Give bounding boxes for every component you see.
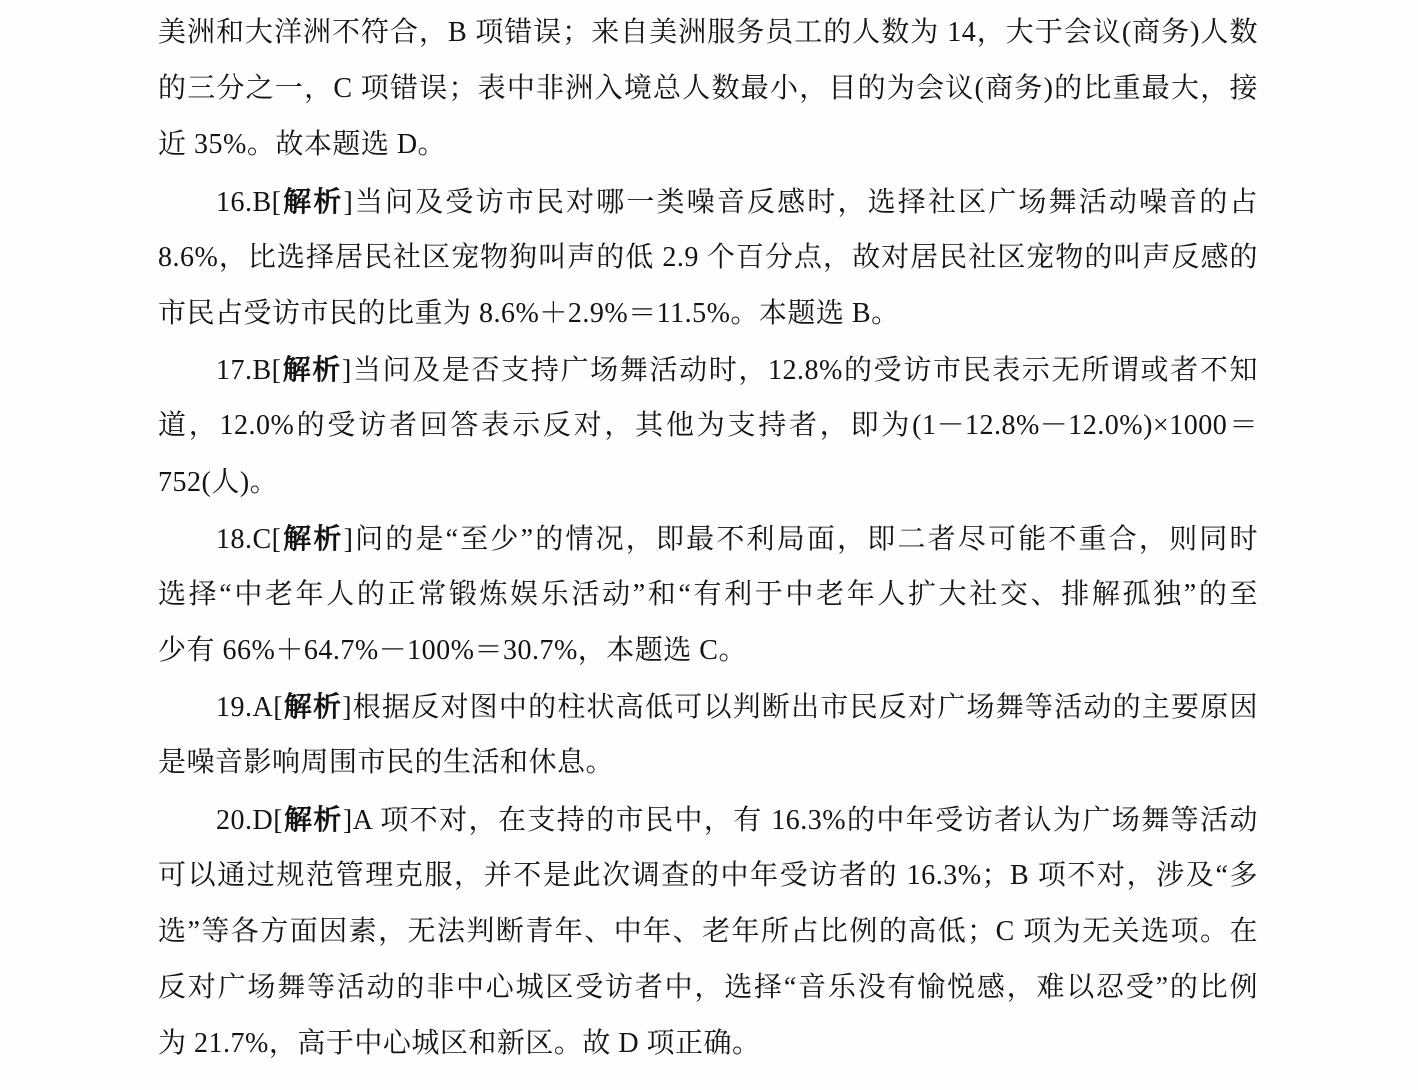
text-segment: 为 21.7%，高于中心城区和新区。故 D 项正确。 xyxy=(158,1028,761,1060)
text-line xyxy=(158,848,1258,904)
text-segment: 近 35%。故本题选 D。 xyxy=(158,129,447,161)
text-segment: 是噪音影响周围市民的生活和休息。 xyxy=(158,747,615,779)
text-segment: 8.6%，比选择居民社区宠物狗叫声的低 2.9 个百分点，故对居民社区宠物的叫声反感的 xyxy=(158,241,1258,273)
text-segment: 选择“中老年人的正常锻炼娱乐活动”和“有利于中老年人扩大社交、排解孤独”的至 xyxy=(158,578,1258,610)
text-line xyxy=(158,174,1258,230)
text-line xyxy=(158,230,1258,286)
answer-explanations-text-block xyxy=(158,5,1258,1073)
text-segment: 选”等各方面因素，无法判断青年、中年、老年所占比例的高低；C 项为无关选项。在 xyxy=(158,916,1258,947)
text-line xyxy=(158,567,1258,623)
text-line xyxy=(158,904,1258,960)
text-segment: 道，12.0%的受访者回答表示反对，其他为支持者，即为(1－12.8%－12.0%)×1000＝ xyxy=(158,410,1258,442)
text-segment: ]当问及受访市民对哪一类噪音反感时，选择社区广场舞活动噪音的占 xyxy=(343,186,1258,218)
paragraph-answer-17 xyxy=(158,342,1258,511)
text-line xyxy=(158,792,1258,848)
text-line xyxy=(158,960,1258,1016)
text-line xyxy=(158,679,1258,735)
jiexi-bold-marker: 解析 xyxy=(283,803,343,835)
text-segment: 的三分之一，C 项错误；表中非洲入境总人数最小，目的为会议(商务)的比重最大，接 xyxy=(158,73,1258,105)
text-line xyxy=(158,398,1258,454)
text-segment: 18.C[ xyxy=(216,523,282,555)
text-segment: 反对广场舞等活动的非中心城区受访者中，选择“音乐没有愉悦感，难以忍受”的比例 xyxy=(158,972,1258,1004)
text-line xyxy=(158,1016,1258,1072)
jiexi-bold-marker: 解析 xyxy=(281,185,344,217)
jiexi-bold-marker: 解析 xyxy=(283,691,343,723)
jiexi-bold-marker: 解析 xyxy=(281,354,342,386)
text-line xyxy=(158,342,1258,398)
text-line xyxy=(158,286,1258,342)
text-line xyxy=(158,455,1258,511)
text-segment: 少有 66%＋64.7%－100%＝30.7%，本题选 C。 xyxy=(158,635,747,667)
text-segment: 可以通过规范管理克服，并不是此次调查的中年受访者的 16.3%；B 项不对，涉及“多 xyxy=(158,859,1258,891)
paragraph-answer-18 xyxy=(158,511,1258,680)
text-segment: ]A 项不对，在支持的市民中，有 16.3%的中年受访者认为广场舞等活动 xyxy=(342,804,1258,836)
text-segment: 16.B[ xyxy=(216,186,282,218)
text-segment: 20.D[ xyxy=(216,804,284,836)
text-segment: ]当问及是否支持广场舞活动时，12.8%的受访市民表示无所谓或者不知 xyxy=(341,355,1258,387)
paragraph-answer-15-continuation xyxy=(158,5,1258,174)
text-line xyxy=(158,623,1258,679)
text-line xyxy=(158,61,1258,117)
paragraph-answer-20 xyxy=(158,792,1258,1073)
text-segment: ]根据反对图中的柱状高低可以判断出市民反对广场舞等活动的主要原因 xyxy=(342,692,1258,724)
text-line xyxy=(158,735,1258,791)
text-segment: 美洲和大洋洲不符合，B 项错误；来自美洲服务员工的人数为 14，大于会议(商务)人数 xyxy=(158,17,1258,48)
text-line xyxy=(158,117,1258,173)
text-segment: ]问的是“至少”的情况，即最不利局面，即二者尽可能不重合，则同时 xyxy=(343,523,1258,555)
text-segment: 19.A[ xyxy=(216,692,284,724)
paragraph-answer-16 xyxy=(158,174,1258,343)
jiexi-bold-marker: 解析 xyxy=(281,522,344,554)
text-segment: 市民占受访市民的比重为 8.6%＋2.9%＝11.5%。本题选 B。 xyxy=(158,297,900,329)
text-segment: 17.B[ xyxy=(216,355,282,387)
text-segment: 752(人)。 xyxy=(158,466,279,498)
paragraph-answer-19 xyxy=(158,679,1258,791)
text-line xyxy=(158,511,1258,567)
text-line xyxy=(158,5,1258,61)
